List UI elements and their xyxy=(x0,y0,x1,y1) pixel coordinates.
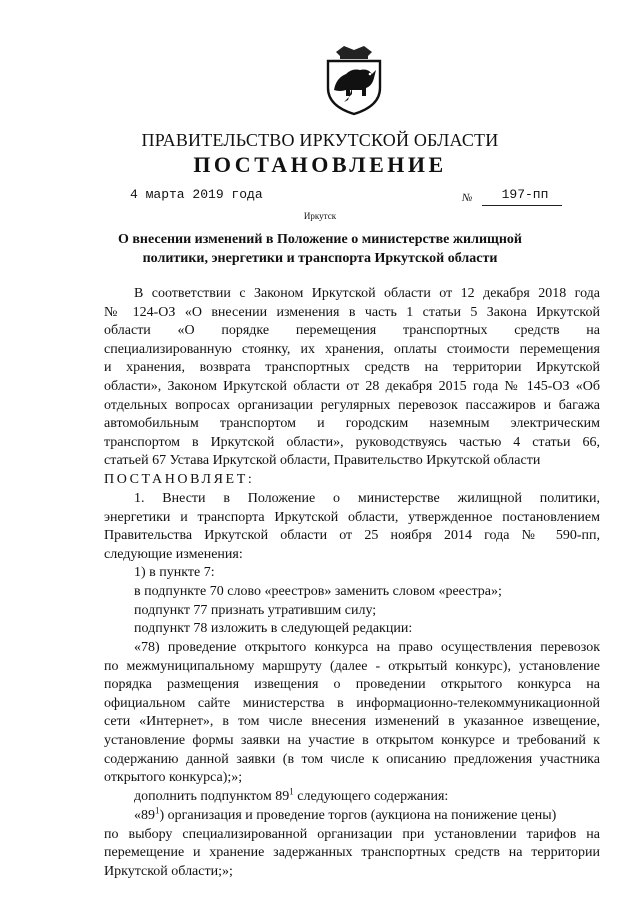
text-line: специализированную стоянку, их хранения, оплаты стоимости перемещения xyxy=(104,341,600,357)
text-line: по межмуниципальному маршруту (далее - открытый конкурс), установление xyxy=(104,658,600,674)
text-line: статьей 67 Устава Иркутской области, Правительство Иркутской области xyxy=(104,453,541,469)
text-line: «78) проведение открытого конкурса на право осуществления перевозок xyxy=(134,640,600,655)
text-line: автомобильным транспортом и городским наземным электрическим xyxy=(104,416,600,432)
text-line: отдельных вопросах организации регулярных перевозок пассажиров и багажа xyxy=(104,397,600,413)
text-line: и хранения, возврата транспортных средств на территории Иркутской xyxy=(104,360,600,376)
text-line: области», Законом Иркутской области от 28 декабря 2015 года № 145-ОЗ «Об xyxy=(104,378,600,394)
resolves-word: ПОСТАНОВЛЯЕТ: xyxy=(104,471,255,487)
text-line: по выбору специализированной организации при установлении тарифов на xyxy=(104,826,600,842)
text-line: установление формы заявки на участие в открытом конкурсе и требований к xyxy=(104,732,600,748)
text-line: содержанию данной заявки (в том числе к описанию предложения участника xyxy=(104,751,600,767)
number-underline xyxy=(482,205,562,206)
city-name: Иркутск xyxy=(303,211,337,221)
add-89-1-line xyxy=(104,788,600,807)
sub78-line: подпункт 78 изложить в следующей редакции: xyxy=(134,621,413,637)
item-1-line: 1) в пункте 7: xyxy=(134,565,215,581)
text-line: порядка размещения извещения о проведении открытого конкурса на xyxy=(104,677,600,693)
p89-first: ) организация и проведение торгов (аукциона на понижение цены) xyxy=(159,808,557,823)
document-type: ПОСТАНОВЛЕНИЕ xyxy=(193,152,447,177)
text-line: транспортом в Иркутской области», руководствуясь частью 4 статьи 66, xyxy=(104,434,600,450)
text-line: 1. Внести в Положение о министерстве жилищной политики, xyxy=(134,491,600,506)
text-line: области «О порядке перемещения транспортных средств на xyxy=(104,323,600,339)
text-line: следующие изменения: xyxy=(104,546,243,562)
text-line: сети «Интернет», в том числе внесения изменений в указанное извещение, xyxy=(104,714,600,730)
decree-number: 197-пп xyxy=(501,187,549,202)
text-line: № 124-ОЗ «О внесении изменения в часть 1 статьи 5 Закона Иркутской xyxy=(104,304,600,320)
add-89-text-end: следующего содержания: xyxy=(293,788,449,804)
text-line: энергетики и транспорта Иркутской области, утвержденное постановлением xyxy=(104,509,600,525)
sub77-line: подпункт 77 признать утратившим силу; xyxy=(134,602,377,618)
preamble-paragraph xyxy=(104,285,600,490)
sub70-line: в подпункте 70 слово «реестров» заменить словом «реестра»; xyxy=(134,583,502,599)
title-line: политики, энергетики и транспорта Иркутской области xyxy=(142,251,498,266)
text-line xyxy=(104,807,600,826)
p89-open: «89 xyxy=(134,808,155,823)
superscript: 1 xyxy=(289,787,294,797)
text-line: перемещение и хранение задержанных транспортных средств на территории xyxy=(104,845,600,861)
point-1-paragraph xyxy=(104,490,600,639)
document-title xyxy=(110,230,530,268)
subpoint-89-1-paragraph xyxy=(104,807,600,881)
text-line: В соответствии с Законом Иркутской области от 12 декабря 2018 года xyxy=(134,286,600,301)
government-name: ПРАВИТЕЛЬСТВО ИРКУТСКОЙ ОБЛАСТИ xyxy=(141,130,499,150)
text-line: Правительства Иркутской области от 25 ноября 2014 года № 590-пп, xyxy=(104,528,600,544)
text-line: официальном сайте министерства в информационно-телекоммуникационной xyxy=(104,695,600,711)
coat-of-arms-emblem xyxy=(322,44,386,116)
text-line: открытого конкурса);»; xyxy=(104,770,243,786)
decree-date: 4 марта 2019 года xyxy=(130,187,263,202)
title-line: О внесении изменений в Положение о министерстве жилищной xyxy=(117,232,522,247)
text-line: Иркутской области;»; xyxy=(104,863,233,879)
add-89-text: дополнить подпунктом 89 xyxy=(134,788,290,804)
superscript: 1 xyxy=(155,807,160,816)
subpoint-78-paragraph xyxy=(104,639,600,806)
number-sign: № xyxy=(462,192,473,204)
